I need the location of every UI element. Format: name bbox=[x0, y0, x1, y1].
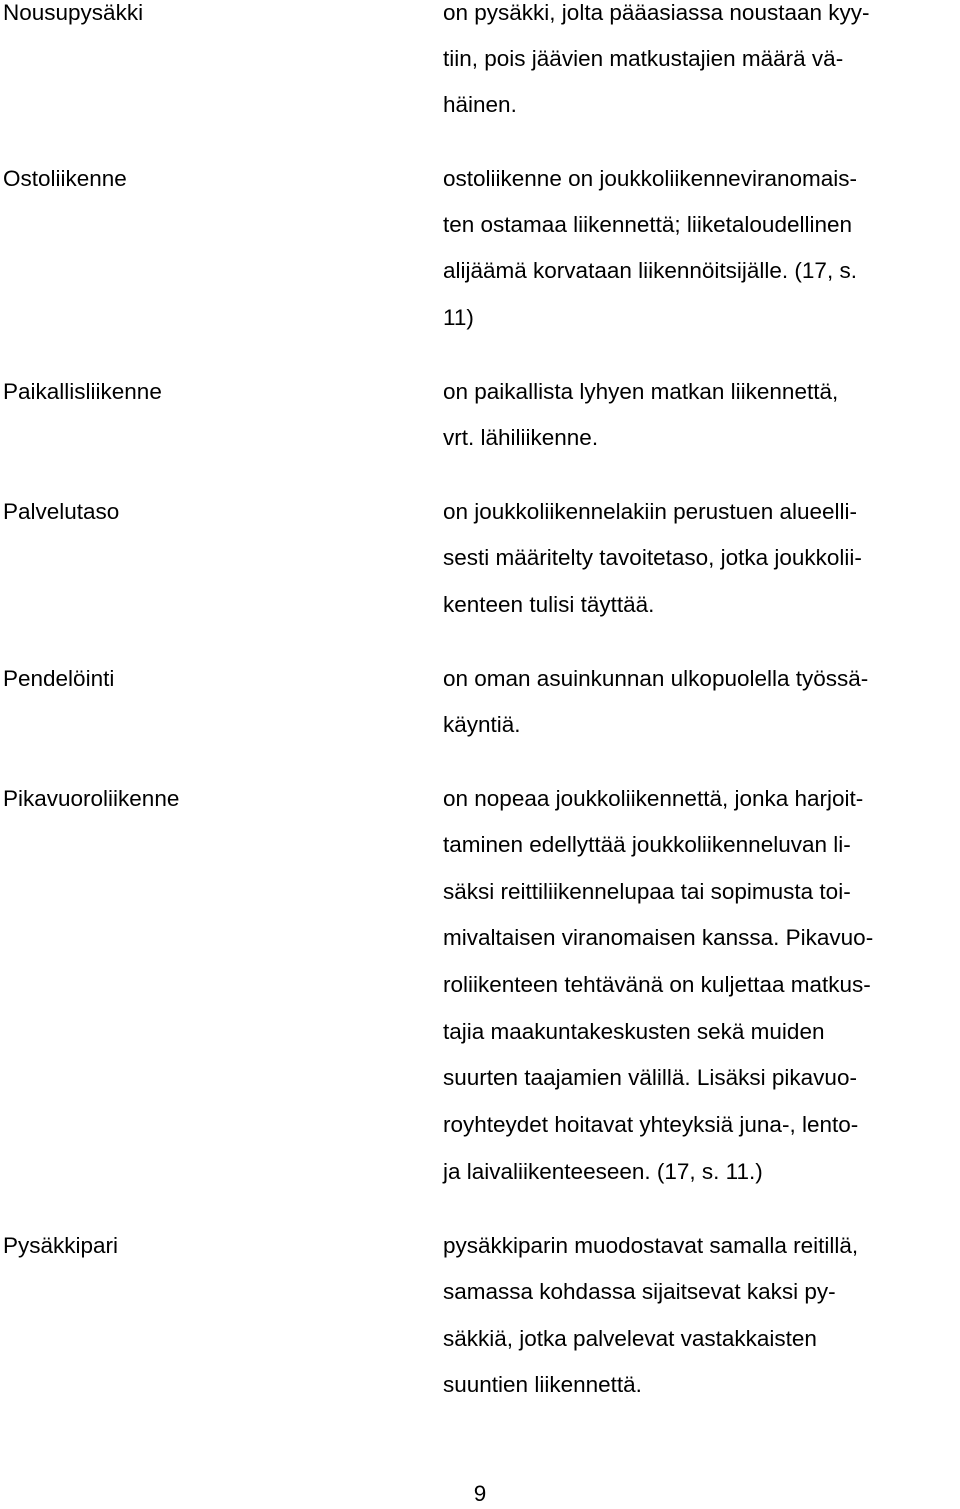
definition-line: käyntiä. bbox=[443, 712, 521, 737]
definition-line: säkkiä, jotka palvelevat vastakkaisten bbox=[443, 1326, 817, 1351]
term: Nousupysäkki bbox=[3, 0, 144, 25]
definition-line: on nopeaa joukkoliikennettä, jonka harjoit- bbox=[443, 786, 864, 811]
definition-line: ostoliikenne on joukkoliikenneviranomais- bbox=[443, 166, 857, 191]
page-number: 9 bbox=[473, 1481, 487, 1506]
definition-line: häinen. bbox=[443, 92, 517, 117]
term: Pysäkkipari bbox=[3, 1233, 119, 1258]
definition-line: sesti määritelty tavoitetaso, jotka joukkolii- bbox=[443, 545, 862, 570]
definition-line: mivaltaisen viranomaisen kanssa. Pikavuo- bbox=[443, 925, 874, 950]
definition-line: on joukkoliikennelakiin perustuen alueelli- bbox=[443, 499, 858, 524]
definition-line: ja laivaliikenteeseen. (17, s. 11.) bbox=[443, 1159, 763, 1184]
definition-line: säksi reittiliikennelupaa tai sopimusta toi- bbox=[443, 879, 851, 904]
term: Palvelutaso bbox=[3, 499, 120, 524]
definition-line: suuntien liikennettä. bbox=[443, 1372, 642, 1397]
definition-line: roliikenteen tehtävänä on kuljettaa matkus- bbox=[443, 972, 871, 997]
term: Ostoliikenne bbox=[3, 166, 127, 191]
definition-line: on oman asuinkunnan ulkopuolella työssä- bbox=[443, 666, 869, 691]
term: Pendelöinti bbox=[3, 666, 115, 691]
definition-line: tiin, pois jäävien matkustajien määrä vä- bbox=[443, 46, 844, 71]
definition-line: pysäkkiparin muodostavat samalla reitillä, bbox=[443, 1233, 859, 1258]
term: Pikavuoroliikenne bbox=[3, 786, 180, 811]
definition-line: on pysäkki, jolta pääasiassa noustaan kyy- bbox=[443, 0, 870, 25]
definition-line: on paikallista lyhyen matkan liikennettä, bbox=[443, 379, 839, 404]
term: Paikallisliikenne bbox=[3, 379, 162, 404]
definition-line: ten ostamaa liikennettä; liiketaloudellinen bbox=[443, 212, 853, 237]
definition-line: alijäämä korvataan liikennöitsijälle. (17, s. bbox=[443, 258, 857, 283]
definition-line: royhteydet hoitavat yhteyksiä juna-, lento- bbox=[443, 1112, 859, 1137]
definition-line: kenteen tulisi täyttää. bbox=[443, 592, 655, 617]
definition-line: 11) bbox=[443, 305, 474, 330]
definition-line: vrt. lähiliikenne. bbox=[443, 425, 599, 450]
definition-line: taminen edellyttää joukkoliikenneluvan li- bbox=[443, 832, 851, 857]
definition-line: suurten taajamien välillä. Lisäksi pikavuo- bbox=[443, 1065, 857, 1090]
definition-line: samassa kohdassa sijaitsevat kaksi py- bbox=[443, 1279, 836, 1304]
definition-line: tajia maakuntakeskusten sekä muiden bbox=[443, 1019, 825, 1044]
